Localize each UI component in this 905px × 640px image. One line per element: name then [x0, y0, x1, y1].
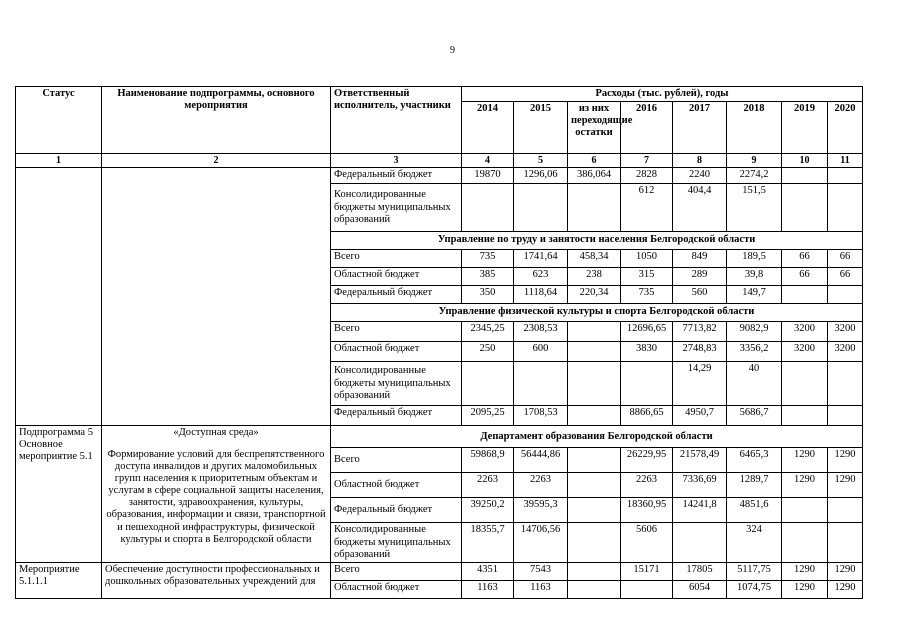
value-cell: 2240 [673, 168, 727, 184]
table-row [16, 168, 863, 184]
value-cell [568, 406, 621, 426]
value-cell [568, 523, 621, 563]
column-number: 3 [331, 154, 462, 168]
value-cell [462, 184, 514, 232]
value-cell: 66 [828, 250, 863, 268]
page-number: 9 [450, 45, 455, 56]
value-cell: 1290 [828, 473, 863, 498]
year-header: 2019 [782, 102, 828, 154]
column-number: 8 [673, 154, 727, 168]
column-number: 1 [16, 154, 102, 168]
value-cell: 1290 [782, 581, 828, 599]
value-cell: 1708,53 [514, 406, 568, 426]
value-cell: 4950,7 [673, 406, 727, 426]
value-cell: 151,5 [727, 184, 782, 232]
value-cell [568, 322, 621, 342]
year-header: 2018 [727, 102, 782, 154]
value-cell: 3200 [828, 322, 863, 342]
value-cell: 2263 [621, 473, 673, 498]
subprogram-title: «Доступная среда» [173, 427, 259, 439]
value-cell: 735 [462, 250, 514, 268]
value-cell: 19870 [462, 168, 514, 184]
value-cell: 59868,9 [462, 448, 514, 473]
expenses-table [15, 86, 863, 599]
row-label: Федеральный бюджет [331, 168, 462, 184]
column-number: 9 [727, 154, 782, 168]
subprogram-name-cell [102, 426, 331, 563]
value-cell: 560 [673, 286, 727, 304]
value-cell [828, 184, 863, 232]
year-header: 2014 [462, 102, 514, 154]
value-cell: 3356,2 [727, 342, 782, 362]
value-cell: 17805 [673, 563, 727, 581]
value-cell: 66 [828, 268, 863, 286]
value-cell [568, 581, 621, 599]
value-cell: 149,7 [727, 286, 782, 304]
section-title: Управление по труду и занятости населения Белгородской области [331, 232, 863, 250]
table-row [16, 563, 863, 581]
value-cell: 26229,95 [621, 448, 673, 473]
row-label: Консолидированные бюджеты муниципальных образований [331, 362, 462, 406]
value-cell: 1289,7 [727, 473, 782, 498]
value-cell [782, 362, 828, 406]
value-cell: 1741,64 [514, 250, 568, 268]
value-cell: 56444,86 [514, 448, 568, 473]
row-label: Областной бюджет [331, 342, 462, 362]
value-cell: 289 [673, 268, 727, 286]
status-cell-empty [16, 168, 102, 426]
value-cell: 2095,25 [462, 406, 514, 426]
value-cell [782, 286, 828, 304]
year-header: 2017 [673, 102, 727, 154]
value-cell: 2748,83 [673, 342, 727, 362]
value-cell: 315 [621, 268, 673, 286]
value-cell: 5606 [621, 523, 673, 563]
header-executor: Ответственный исполнитель, участники [331, 87, 462, 154]
activity-status: Мероприятие 5.1.1.1 [16, 563, 102, 599]
column-number: 11 [828, 154, 863, 168]
column-number: 4 [462, 154, 514, 168]
value-cell [828, 286, 863, 304]
value-cell: 1290 [782, 473, 828, 498]
value-cell: 600 [514, 342, 568, 362]
value-cell [782, 523, 828, 563]
column-number: 7 [621, 154, 673, 168]
value-cell [568, 184, 621, 232]
value-cell: 12696,65 [621, 322, 673, 342]
row-label: Федеральный бюджет [331, 498, 462, 523]
value-cell: 1074,75 [727, 581, 782, 599]
value-cell: 458,34 [568, 250, 621, 268]
value-cell: 7713,82 [673, 322, 727, 342]
year-header: 2020 [828, 102, 863, 154]
value-cell: 3200 [782, 322, 828, 342]
value-cell: 5686,7 [727, 406, 782, 426]
value-cell [621, 362, 673, 406]
value-cell [828, 362, 863, 406]
column-number: 10 [782, 154, 828, 168]
value-cell: 1163 [514, 581, 568, 599]
value-cell: 6054 [673, 581, 727, 599]
name-cell-empty [102, 168, 331, 426]
value-cell: 66 [782, 250, 828, 268]
column-number: 5 [514, 154, 568, 168]
value-cell [514, 184, 568, 232]
value-cell: 350 [462, 286, 514, 304]
value-cell: 4851,6 [727, 498, 782, 523]
value-cell [782, 184, 828, 232]
value-cell [782, 498, 828, 523]
value-cell: 18360,95 [621, 498, 673, 523]
value-cell: 1296,06 [514, 168, 568, 184]
value-cell: 21578,49 [673, 448, 727, 473]
row-label: Всего [331, 563, 462, 581]
row-label: Областной бюджет [331, 581, 462, 599]
value-cell: 40 [727, 362, 782, 406]
value-cell: 39,8 [727, 268, 782, 286]
row-label: Консолидированные бюджеты муниципальных образований [331, 523, 462, 563]
value-cell [828, 406, 863, 426]
value-cell: 3200 [828, 342, 863, 362]
value-cell: 220,34 [568, 286, 621, 304]
row-label: Всего [331, 448, 462, 473]
value-cell: 2345,25 [462, 322, 514, 342]
value-cell: 1290 [828, 581, 863, 599]
row-label: Областной бюджет [331, 473, 462, 498]
value-cell: 1050 [621, 250, 673, 268]
value-cell [828, 523, 863, 563]
value-cell: 15171 [621, 563, 673, 581]
value-cell: 14,29 [673, 362, 727, 406]
row-label: Консолидированные бюджеты муниципальных образований [331, 184, 462, 232]
value-cell: 14706,56 [514, 523, 568, 563]
value-cell: 39250,2 [462, 498, 514, 523]
value-cell: 623 [514, 268, 568, 286]
column-number: 6 [568, 154, 621, 168]
value-cell: 612 [621, 184, 673, 232]
value-cell: 238 [568, 268, 621, 286]
value-cell: 2274,2 [727, 168, 782, 184]
value-cell: 1118,64 [514, 286, 568, 304]
value-cell: 6465,3 [727, 448, 782, 473]
value-cell: 14241,8 [673, 498, 727, 523]
value-cell [568, 342, 621, 362]
value-cell [568, 362, 621, 406]
year-header: из них переходящие остатки [568, 102, 621, 154]
value-cell: 8866,65 [621, 406, 673, 426]
value-cell: 735 [621, 286, 673, 304]
value-cell: 7543 [514, 563, 568, 581]
year-header: 2016 [621, 102, 673, 154]
row-label: Федеральный бюджет [331, 406, 462, 426]
activity-description: Обеспечение доступности профессиональных и дошкольных образовательных учреждений для [102, 563, 331, 599]
header-expenses: Расходы (тыс. рублей), годы [462, 87, 863, 102]
value-cell [673, 523, 727, 563]
value-cell: 404,4 [673, 184, 727, 232]
value-cell: 849 [673, 250, 727, 268]
subprogram-status: Подпрограмма 5 Основное мероприятие 5.1 [16, 426, 102, 563]
value-cell [828, 498, 863, 523]
year-header: 2015 [514, 102, 568, 154]
value-cell: 3200 [782, 342, 828, 362]
value-cell: 18355,7 [462, 523, 514, 563]
value-cell: 1290 [828, 563, 863, 581]
value-cell: 2308,53 [514, 322, 568, 342]
header-status: Статус [16, 87, 102, 154]
header-name: Наименование подпрограммы, основного мероприятия [102, 87, 331, 154]
value-cell: 1290 [782, 563, 828, 581]
value-cell: 2828 [621, 168, 673, 184]
value-cell: 385 [462, 268, 514, 286]
row-label: Областной бюджет [331, 268, 462, 286]
value-cell [568, 448, 621, 473]
value-cell: 1290 [828, 448, 863, 473]
value-cell: 3830 [621, 342, 673, 362]
value-cell: 66 [782, 268, 828, 286]
row-label: Федеральный бюджет [331, 286, 462, 304]
header-row [16, 87, 863, 102]
value-cell: 7336,69 [673, 473, 727, 498]
value-cell: 1290 [782, 448, 828, 473]
value-cell [782, 406, 828, 426]
column-number: 2 [102, 154, 331, 168]
section-header-row [16, 426, 863, 448]
row-label: Всего [331, 322, 462, 342]
value-cell: 1163 [462, 581, 514, 599]
value-cell [621, 581, 673, 599]
value-cell: 324 [727, 523, 782, 563]
value-cell [828, 168, 863, 184]
value-cell: 5117,75 [727, 563, 782, 581]
value-cell [568, 498, 621, 523]
value-cell: 9082,9 [727, 322, 782, 342]
value-cell: 4351 [462, 563, 514, 581]
value-cell [514, 362, 568, 406]
subprogram-description: Формирование условий для беспрепятственного доступа инвалидов и других маломобильных групп населения к приоритетным объектам и услугам в сфере социальной защиты населения, занятости, здравоохранения, культуры, образования, информации и связи, транспортной и пешеходной инфраструктуры, физической культуры и спорта в Белгородской области [106, 449, 326, 545]
value-cell [782, 168, 828, 184]
value-cell [568, 563, 621, 581]
value-cell [568, 473, 621, 498]
value-cell: 2263 [514, 473, 568, 498]
row-label: Всего [331, 250, 462, 268]
value-cell: 39595,3 [514, 498, 568, 523]
section-title: Департамент образования Белгородской области [331, 426, 863, 448]
value-cell: 2263 [462, 473, 514, 498]
value-cell: 189,5 [727, 250, 782, 268]
column-numbers-row [16, 154, 863, 168]
value-cell: 250 [462, 342, 514, 362]
section-title: Управление физической культуры и спорта Белгородской области [331, 304, 863, 322]
value-cell: 386,064 [568, 168, 621, 184]
value-cell [462, 362, 514, 406]
